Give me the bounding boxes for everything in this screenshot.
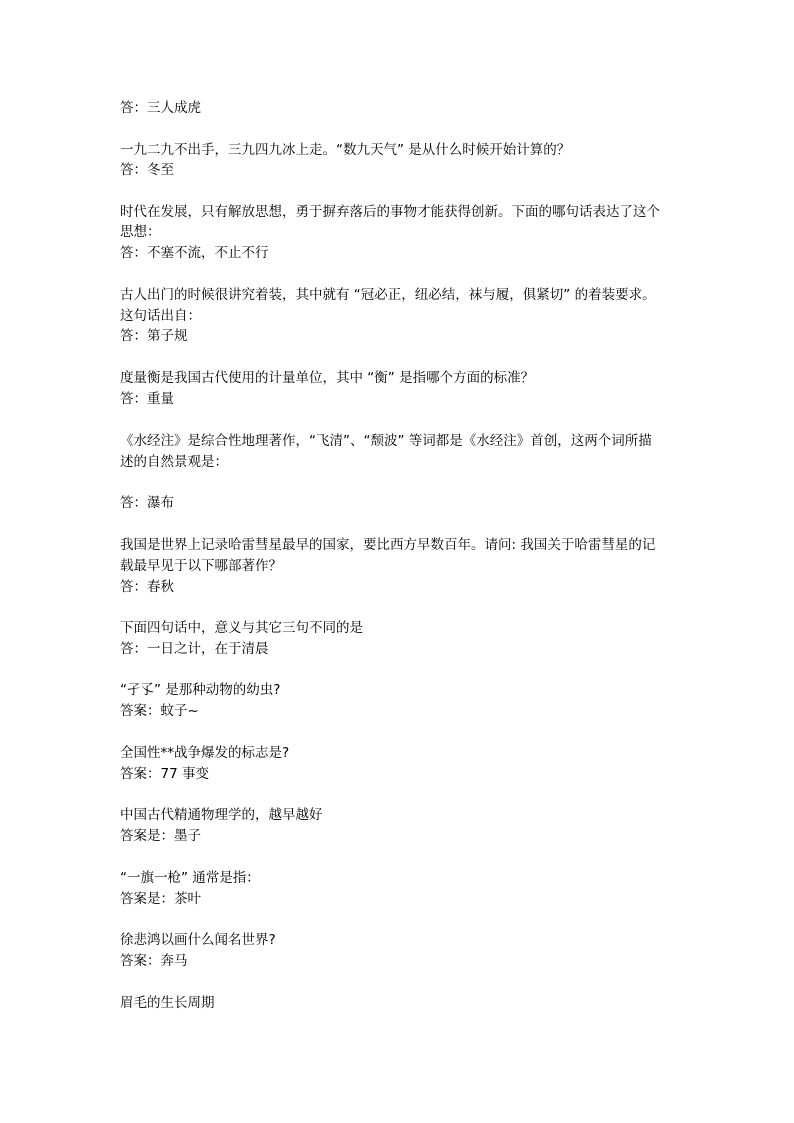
answer-line-2: 答：冬至 <box>120 162 174 178</box>
question-line-6a: 《水经注》是综合性地理著作，“飞清”、“颓波” 等词都是《水经注》首创，这两个词所描 <box>120 433 652 449</box>
question-line-12: “一旗一枪” 通常是指： <box>120 870 260 886</box>
answer-line-9: 答案：蚊子~ <box>120 703 199 719</box>
answer-line-4: 答：第子规 <box>120 328 188 344</box>
question-line-3a: 时代在发展，只有解放思想，勇于摒弃落后的事物才能获得创新。下面的哪句话表达了这个 <box>120 204 660 220</box>
question-line-2: 一九二九不出手，三九四九冰上走。“数九天气” 是从什么时候开始计算的？ <box>120 142 571 158</box>
answer-line-7: 答：春秋 <box>120 579 174 595</box>
answer-line-5: 答：重量 <box>120 391 174 407</box>
answer-line-3: 答：不塞不流，不止不行 <box>120 245 269 261</box>
answer-line-1: 答：三人成虎 <box>120 100 201 116</box>
question-line-11: 中国古代精通物理学的，越早越好 <box>120 807 323 823</box>
answer-line-8: 答：一日之计，在于清晨 <box>120 641 269 657</box>
question-line-10: 全国性**战争爆发的标志是? <box>120 745 290 761</box>
answer-line-12: 答案是：茶叶 <box>120 891 201 907</box>
question-line-7a: 我国是世界上记录哈雷彗星最早的国家，要比西方早数百年。请问: 我国关于哈雷彗星的记 <box>120 537 656 553</box>
question-line-3b: 思想： <box>120 224 161 240</box>
question-line-7b: 载最早见于以下哪部著作？ <box>120 558 282 574</box>
answer-line-6: 答：瀑布 <box>120 495 174 511</box>
answer-line-13: 答案：奔马 <box>120 953 188 969</box>
question-line-8: 下面四句话中，意义与其它三句不同的是 <box>120 620 363 636</box>
question-line-9: “孑孓” 是那种动物的幼虫? <box>120 682 281 698</box>
question-line-6b: 述的自然景观是： <box>120 454 228 470</box>
answer-line-11: 答案是：墨子 <box>120 828 201 844</box>
question-line-4b: 这句话出自： <box>120 308 201 324</box>
question-line-5: 度量衡是我国古代使用的计量单位，其中 “衡” 是指哪个方面的标准？ <box>120 370 535 386</box>
question-line-4a: 古人出门的时候很讲究着装，其中就有 “冠必正，纽必结，袜与履，俱紧切” 的着装要求。 <box>120 287 656 303</box>
question-line-13: 徐悲鸿以画什么闻名世界? <box>120 932 276 948</box>
answer-line-10: 答案：77 事变 <box>120 766 209 782</box>
question-line-14: 眉毛的生长周期 <box>120 995 215 1011</box>
